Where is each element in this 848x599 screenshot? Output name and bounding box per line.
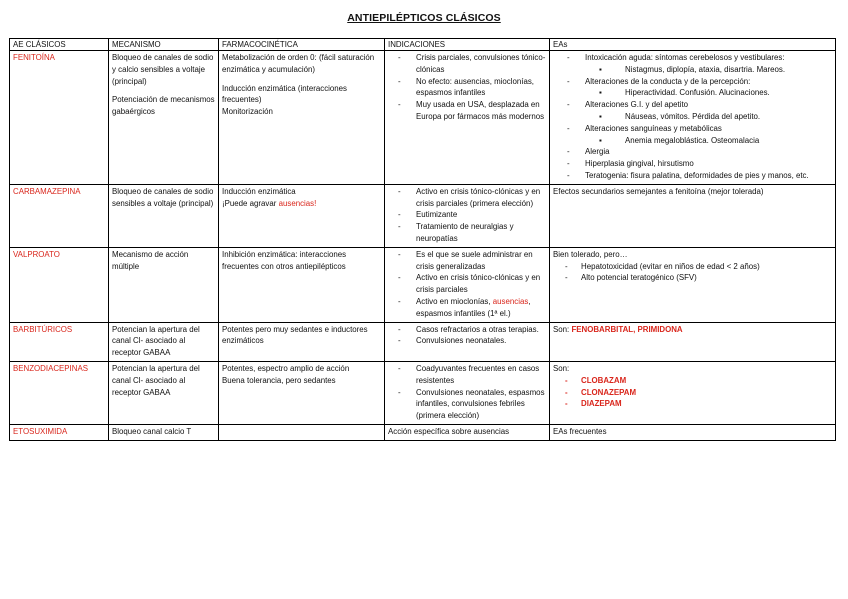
header-indicaciones: INDICACIONES (385, 39, 550, 51)
drug-name: BARBITÚRICOS (10, 322, 109, 361)
eas-cell (550, 51, 836, 185)
farmaco-text (222, 198, 381, 210)
list-item: - Crisis parciales, convulsiones tónico-clónicas (388, 52, 546, 76)
farmaco-cell (219, 361, 385, 424)
farmaco-text: Potentes, espectro amplio de acción (222, 363, 350, 373)
table-header-row (10, 39, 836, 51)
list-item: - Tratamiento de neuralgias y neuropatías (388, 221, 546, 245)
eas-intro: Son: (553, 363, 570, 373)
list-item (553, 123, 832, 147)
mecanismo-text: Potenciación de mecanismos gabaérgicos (112, 95, 215, 117)
header-mecanismo: MECANISMO (109, 39, 219, 51)
drug-name: VALPROATO (10, 247, 109, 322)
ea-text: Alteraciones sanguíneas y metabólicas (585, 123, 722, 133)
list-item: - Hiperplasia gingival, hirsutismo (553, 158, 832, 170)
table-row-valproato (10, 247, 836, 322)
farmaco-text: Metabolización de orden 0: (fácil saturación enzimática y acumulación) (222, 53, 375, 74)
farmaco-text: Inducción enzimática (222, 186, 296, 196)
list-item: - Es el que se suele administrar en crisis generalizadas (388, 249, 546, 273)
indicaciones-cell (385, 361, 550, 424)
list-item (553, 99, 832, 123)
sub-list-item: ▪ Nistagmus, diplopía, ataxia, disartria. Mareos. (585, 64, 832, 76)
list-item: - Activo en crisis tónico-clónicas y en crisis parciales (primera elección) (388, 186, 546, 210)
list-item (388, 296, 546, 320)
table-row-carbamazepina (10, 184, 836, 247)
indicaciones-cell: Acción específica sobre ausencias (385, 424, 550, 440)
list-item: - CLOBAZAM (553, 375, 832, 387)
farmaco-cell (219, 184, 385, 247)
list-item: - Hepatotoxicidad (evitar en niños de edad < 2 años) (553, 261, 832, 273)
farmaco-cell: Inhibición enzimática: interacciones frecuentes con otros antiepilépticos (219, 247, 385, 322)
farmaco-text: Buena tolerancia, pero sedantes (222, 375, 336, 385)
ea-text: Alteraciones de la conducta y de la percepción: (585, 76, 751, 86)
list-item: - Coadyuvantes frecuentes en casos resistentes (388, 363, 546, 387)
drug-examples: FENOBARBITAL, PRIMIDONA (571, 324, 683, 334)
indicaciones-cell (385, 247, 550, 322)
header-eas: EAs (550, 39, 836, 51)
list-item: - Activo en crisis tónico-clónicas y en crisis parciales (388, 272, 546, 296)
list-item: - Casos refractarios a otras terapias. (388, 324, 546, 336)
mecanismo-cell: Mecanismo de acción múltiple (109, 247, 219, 322)
eas-cell (550, 322, 836, 361)
ea-text: Alteraciones G.I. y del apetito (585, 100, 689, 110)
table-row-benzodiacepinas (10, 361, 836, 424)
mecanismo-text: Bloqueo de canales de sodio y calcio sensibles a voltaje (principal) (112, 53, 214, 86)
drug-name: FENITOÍNA (10, 51, 109, 185)
drug-name: ETOSUXIMIDA (10, 424, 109, 440)
list-item: - DIAZEPAM (553, 398, 832, 410)
mecanismo-cell (109, 51, 219, 185)
eas-cell: Efectos secundarios semejantes a fenitoína (mejor tolerada) (550, 184, 836, 247)
drug-name: CARBAMAZEPINA (10, 184, 109, 247)
eas-cell (550, 247, 836, 322)
list-item: - Convulsiones neonatales, espasmos infantiles, convulsiones febriles (primera elección) (388, 387, 546, 422)
farmaco-warning: ¡Puede agravar (222, 198, 279, 208)
sub-list-item: ▪ Anemia megaloblástica. Osteomalacia (585, 135, 832, 147)
ea-text: Intoxicación aguda: síntomas cerebelosos y vestibulares: (585, 53, 785, 62)
indicaciones-cell (385, 322, 550, 361)
list-item: - CLONAZEPAM (553, 387, 832, 399)
farmaco-cell: Potentes pero muy sedantes e inductores enzimáticos (219, 322, 385, 361)
eas-cell: EAs frecuentes (550, 424, 836, 440)
mecanismo-cell: Potencian la apertura del canal Cl- asociado al receptor GABAA (109, 322, 219, 361)
sub-list-item: ▪ Hiperactividad. Confusión. Alucinaciones. (585, 87, 832, 99)
page-title: ANTIEPILÉPTICOS CLÁSICOS (347, 12, 501, 24)
mecanismo-cell: Bloqueo de canales de sodio sensibles a voltaje (principal) (109, 184, 219, 247)
list-item (553, 52, 832, 76)
mecanismo-cell: Potencian la apertura del canal Cl- asociado al receptor GABAA (109, 361, 219, 424)
list-item: - No efecto: ausencias, mioclonías, espasmos infantiles (388, 76, 546, 100)
farmaco-cell (219, 424, 385, 440)
farmaco-warning-highlight: ausencias! (278, 198, 317, 208)
header-ae: AE CLÁSICOS (10, 39, 109, 51)
farmaco-text: Inducción enzimática (interacciones frecuentes) (222, 83, 347, 105)
sub-list-item: ▪ Náuseas, vómitos. Pérdida del apetito. (585, 111, 832, 123)
list-item: - Convulsiones neonatales. (388, 335, 546, 347)
farmaco-cell (219, 51, 385, 185)
antiepileptics-table (9, 38, 836, 441)
list-item: - Muy usada en USA, desplazada en Europa por fármacos más modernos (388, 99, 546, 123)
table-row-etosuximida (10, 424, 836, 440)
indicaciones-cell (385, 51, 550, 185)
list-item: - Alergia (553, 146, 832, 158)
ind-highlight: ausencias (492, 296, 529, 306)
eas-cell (550, 361, 836, 424)
farmaco-text: Monitorización (222, 107, 273, 117)
ind-text: , espasmos infantiles (1ª el.) (416, 296, 531, 318)
list-item: - Alto potencial teratogénico (SFV) (553, 272, 832, 284)
drug-name: BENZODIACEPINAS (10, 361, 109, 424)
table-row-fenitoina (10, 51, 836, 185)
list-item: - Eutimizante (388, 209, 546, 221)
table-row-barbituricos (10, 322, 836, 361)
ind-text: Activo en mioclonías, (416, 296, 493, 306)
list-item: - Teratogenia: fisura palatina, deformidades de pies y manos, etc. (553, 170, 832, 182)
eas-intro: Son: (553, 324, 572, 334)
eas-intro: Bien tolerado, pero… (553, 249, 628, 259)
header-farmacocinetica: FARMACOCINÉTICA (219, 39, 385, 51)
mecanismo-cell: Bloqueo canal calcio T (109, 424, 219, 440)
list-item (553, 76, 832, 100)
indicaciones-cell (385, 184, 550, 247)
